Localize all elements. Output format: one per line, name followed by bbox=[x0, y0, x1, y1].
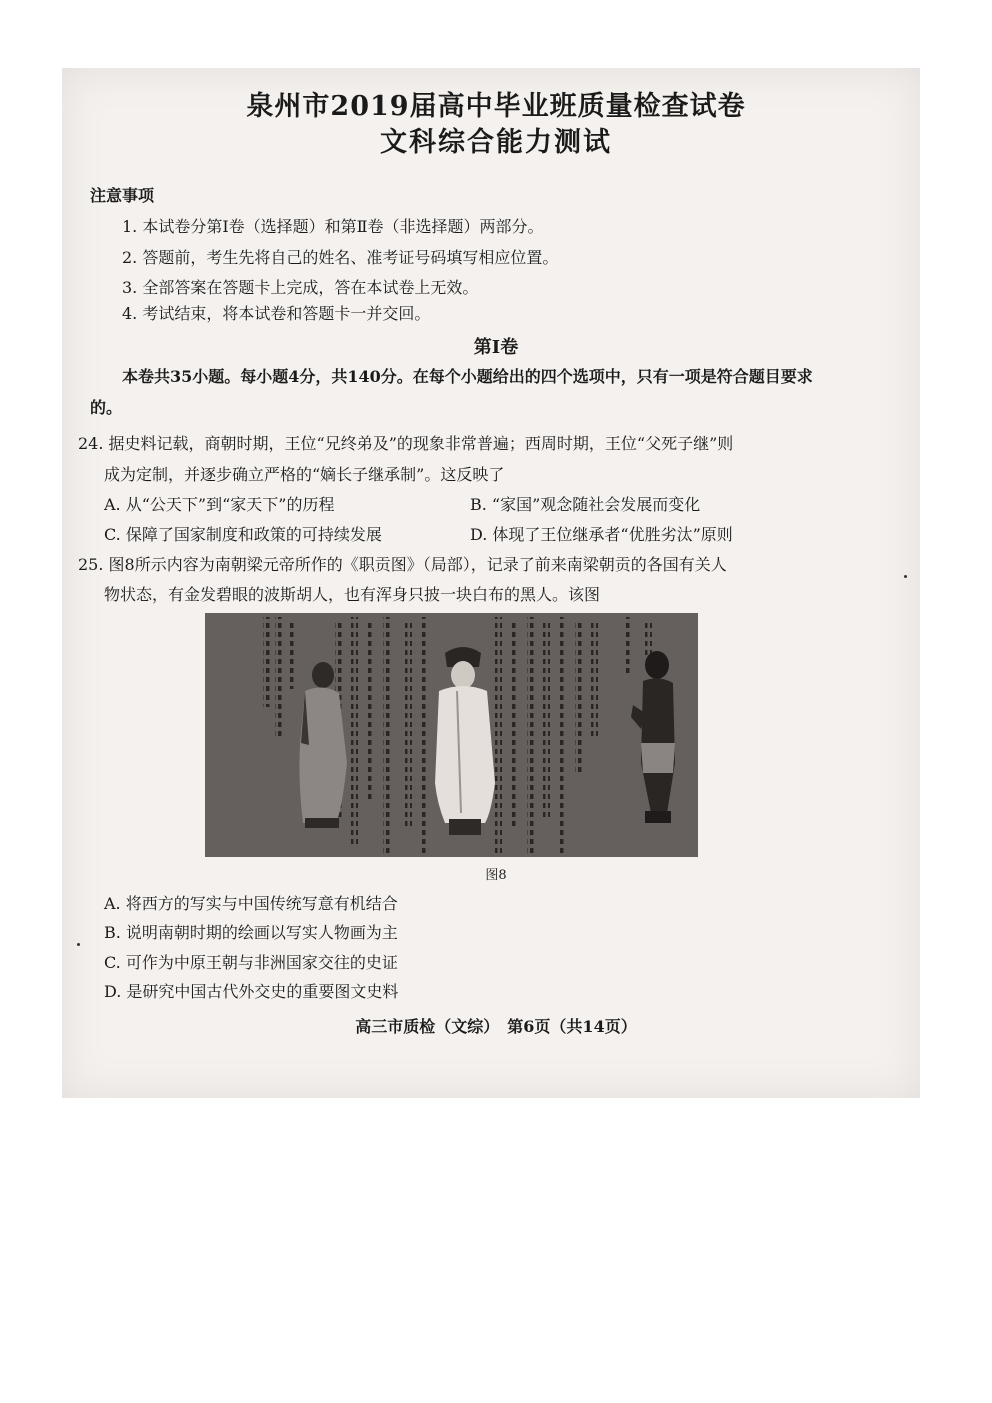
q24-option-a: A. 从“公天下”到“家天下”的历程 bbox=[104, 495, 335, 514]
page-footer: 高三市质检（文综） 第6页（共14页） bbox=[355, 1017, 637, 1036]
q24-option-b: B. “家国”观念随社会发展而变化 bbox=[470, 495, 701, 514]
section-title: 第Ⅰ卷 bbox=[473, 337, 519, 358]
q25-option-c: C. 可作为中原王朝与非洲国家交往的史证 bbox=[104, 953, 398, 972]
q25-stem-line1: 25. 图8所示内容为南朝梁元帝所作的《职贡图》（局部），记录了前来南梁朝贡的各国有关人 bbox=[78, 555, 727, 574]
tribute-painting-figure bbox=[205, 613, 698, 857]
q24-stem-line2: 成为定制，并逐步确立严格的“嫡长子继承制”。这反映了 bbox=[104, 465, 505, 484]
q24-stem-line1: 24. 据史料记载，商朝时期，王位“兄终弟及”的现象非常普遍；西周时期，王位“父死子继”则 bbox=[78, 434, 734, 453]
figure-caption: 图8 bbox=[485, 868, 507, 883]
notice-item-4: 4. 考试结束，将本试卷和答题卡一并交回。 bbox=[122, 304, 431, 323]
q24-option-c: C. 保障了国家制度和政策的可持续发展 bbox=[104, 525, 382, 544]
q25-option-d: D. 是研究中国古代外交史的重要图文史料 bbox=[104, 982, 399, 1001]
exam-title: 泉州市2019届高中毕业班质量检查试卷 bbox=[246, 91, 746, 122]
section-description: 本卷共35小题。每小题4分，共140分。在每个小题给出的四个选项中，只有一项是符合题目要求的。 bbox=[90, 367, 813, 417]
exam-subtitle: 文科综合能力测试 bbox=[380, 127, 612, 158]
notice-item-3: 3. 全部答案在答题卡上完成，答在本试卷上无效。 bbox=[122, 278, 479, 297]
notice-item-2: 2. 答题前，考生先将自己的姓名、准考证号码填写相应位置。 bbox=[122, 248, 559, 267]
q25-stem-line2: 物状态，有金发碧眼的波斯胡人，也有浑身只披一块白布的黑人。该图 bbox=[104, 585, 601, 604]
notice-item-1: 1. 本试卷分第Ⅰ卷（选择题）和第Ⅱ卷（非选择题）两部分。 bbox=[122, 217, 544, 236]
q25-option-a: A. 将西方的写实与中国传统写意有机结合 bbox=[104, 894, 398, 913]
q25-option-b: B. 说明南朝时期的绘画以写实人物画为主 bbox=[104, 923, 398, 942]
scan-speck bbox=[77, 943, 80, 946]
scan-speck bbox=[904, 575, 907, 578]
notice-heading: 注意事项 bbox=[90, 186, 155, 205]
q24-option-d: D. 体现了王位继承者“优胜劣汰”原则 bbox=[470, 525, 733, 544]
